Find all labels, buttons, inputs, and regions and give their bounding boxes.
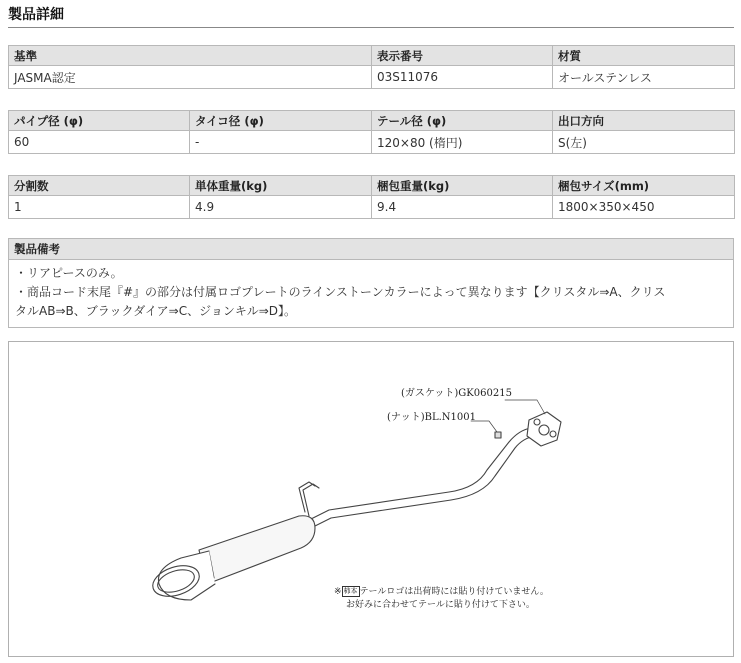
value-display-number: 03S11076	[372, 66, 553, 89]
header-tail-diameter: テール径 (φ)	[372, 111, 553, 131]
brand-badge-icon: 柿本	[343, 587, 358, 595]
spec-table-diameters	[8, 110, 735, 154]
title-divider	[8, 27, 734, 28]
footnote-line: ※ 柿本 テールロゴは出荷時には貼り付けていません。	[334, 587, 549, 597]
header-display-number: 表示番号	[372, 46, 553, 66]
header-exit-direction: 出口方向	[553, 111, 735, 131]
spec-table-standard	[8, 45, 735, 89]
value-pieces: 1	[9, 196, 190, 219]
pipe-outline-lower	[311, 432, 543, 528]
gasket-leader	[505, 400, 545, 414]
value-package-weight: 9.4	[372, 196, 553, 219]
nut	[495, 432, 501, 438]
value-package-size: 1800×350×450	[553, 196, 735, 219]
exhaust-diagram	[8, 341, 734, 657]
value-pipe-diameter: 60	[9, 131, 190, 154]
header-package-weight: 梱包重量(kg)	[372, 176, 553, 196]
footnote-line: お好みに合わせてテールに貼り付けて下さい。	[346, 600, 535, 610]
notes-line: タルAB⇒B、ブラックダイア⇒C、ジョンキル⇒D】。	[15, 304, 297, 318]
header-package-size: 梱包サイズ(mm)	[553, 176, 735, 196]
page-title: 製品詳細	[8, 7, 64, 23]
footnote-mark: ※	[334, 587, 342, 597]
header-muffler-diameter: タイコ径 (φ)	[190, 111, 372, 131]
muffler-body	[199, 516, 315, 584]
header-standard: 基準	[9, 46, 372, 66]
notes-line: ・リアピースのみ。	[15, 266, 123, 280]
pipe-outline-upper	[309, 424, 539, 520]
value-standard: JASMA認定	[9, 66, 372, 89]
spec-table-weights	[8, 175, 735, 219]
value-tail-diameter: 120×80 (楕円)	[372, 131, 553, 154]
gasket-label: (ガスケット)GK060215	[401, 388, 512, 399]
notes-body	[9, 260, 733, 327]
flange	[527, 412, 561, 446]
header-pipe-diameter: パイプ径 (φ)	[9, 111, 190, 131]
value-muffler-diameter: -	[190, 131, 372, 154]
product-notes	[8, 238, 734, 328]
tail-pipe	[158, 551, 215, 600]
notes-line: ・商品コード末尾『#』の部分は付属ロゴプレートのラインストーンカラーによって異なります【クリスタル⇒A、クリス	[15, 285, 666, 299]
value-exit-direction: S(左)	[553, 131, 735, 154]
header-material: 材質	[553, 46, 735, 66]
value-material: オールステンレス	[553, 66, 735, 89]
nut-label: (ナット)BL.N1001	[387, 412, 476, 423]
header-unit-weight: 単体重量(kg)	[190, 176, 372, 196]
logo-footnote	[334, 586, 549, 612]
header-pieces: 分割数	[9, 176, 190, 196]
value-unit-weight: 4.9	[190, 196, 372, 219]
notes-heading: 製品備考	[9, 239, 733, 260]
